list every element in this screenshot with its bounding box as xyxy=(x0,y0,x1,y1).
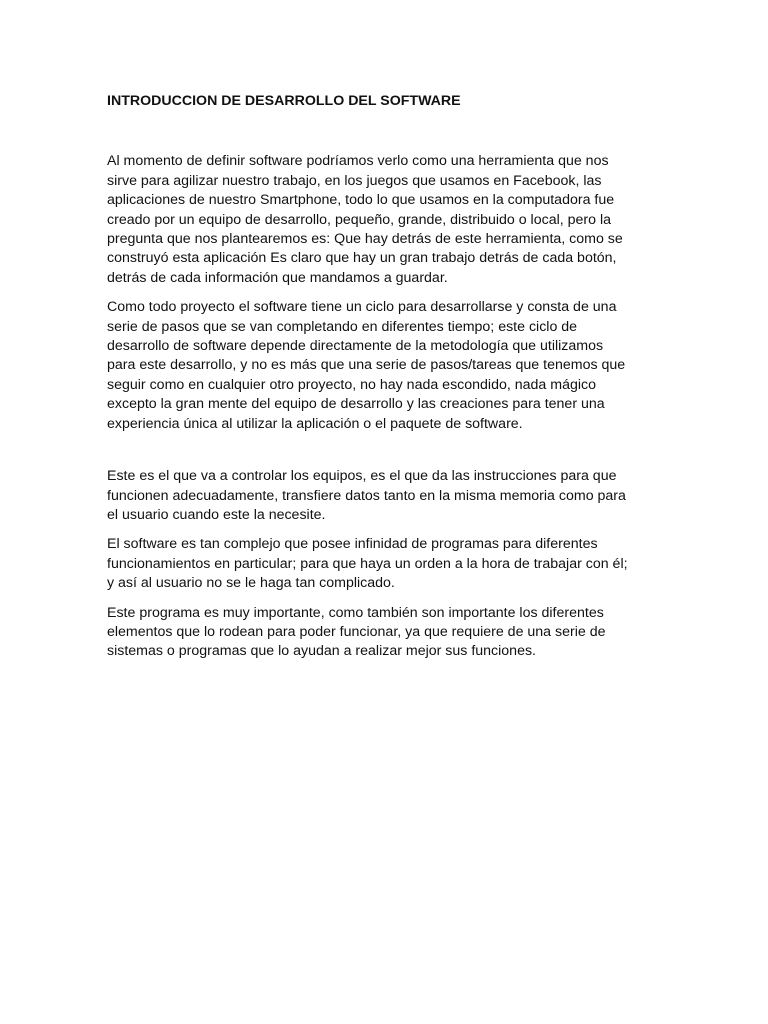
paragraph-4: El software es tan complejo que posee infinidad de programas para diferentes funcionamientos en particular; para que haya un orden a la hora de trabajar con él; y así al usuario no se le haga tan complicado. xyxy=(107,536,628,592)
paragraph-3: Este es el que va a controlar los equipos, es el que da las instrucciones para que funcionen adecuadamente, transfiere datos tanto en la misma memoria como para el usuario cuando este la necesite. xyxy=(107,468,626,523)
paragraph-5: Este programa es muy importante, como también son importante los diferentes elementos que lo rodean para poder funcionar, ya que requiere de una serie de sistemas o programas que lo ayudan a realizar mejor sus funciones. xyxy=(107,604,606,660)
document-title: INTRODUCCION DE DESARROLLO DEL SOFTWARE xyxy=(107,93,461,109)
paragraph-2: Como todo proyecto el software tiene un ciclo para desarrollarse y consta de una serie de pasos que se van completando en diferentes tiempo; este ciclo de desarrollo de software depende directamente de la metodología que utilizamos para este desarrollo, y no es más que una serie de pasos/tareas que tenemos que seguir como en cualquier otro proyecto, no hay nada escondido, nada mágico excepto la gran mente del equipo de desarrollo y las creaciones para tener una experiencia única al utilizar la aplicación o el paquete de software. xyxy=(107,299,626,432)
document-body xyxy=(107,92,667,672)
paragraph-1: Al momento de definir software podríamos verlo como una herramienta que nos sirve para agilizar nuestro trabajo, en los juegos que usamos en Facebook, las aplicaciones de nuestro Smartphone, todo lo que usamos en la computadora fue creado por un equipo de desarrollo, pequeño, grande, distribuido o local, pero la pregunta que nos plantearemos es: Que hay detrás de este herramienta, como se construyó esta aplicación Es claro que hay un gran trabajo detrás de cada botón, detrás de cada información que mandamos a guardar. xyxy=(107,153,623,286)
